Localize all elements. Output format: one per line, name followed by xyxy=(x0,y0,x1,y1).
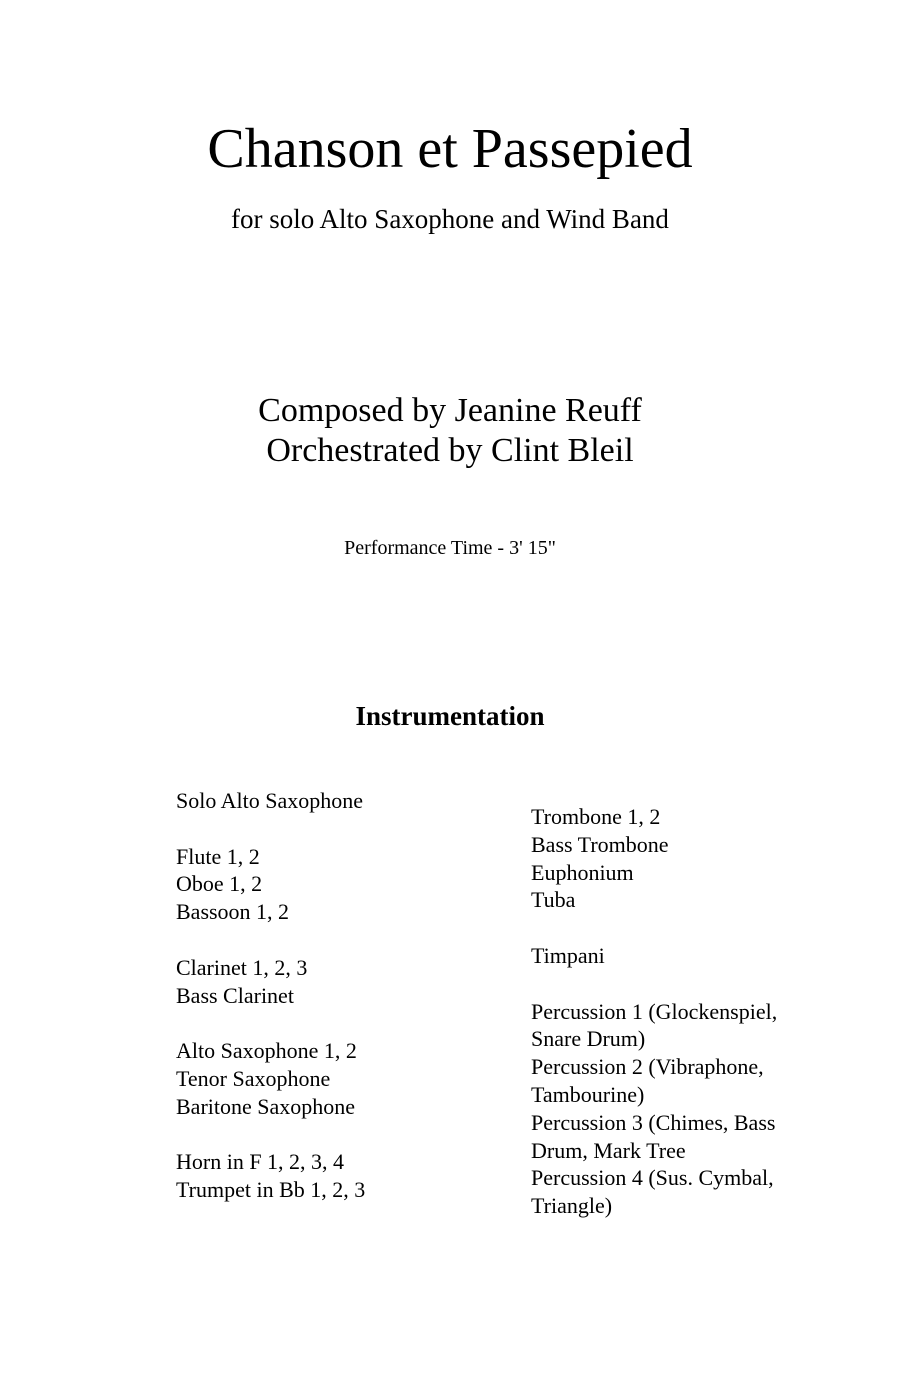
instrument-item: Tenor Saxophone xyxy=(176,1065,331,1091)
instrument-group xyxy=(176,843,506,926)
instrument-group xyxy=(531,803,831,914)
instrument-item: Percussion 4 (Sus. Cymbal, xyxy=(531,1165,774,1191)
instrument-item: Snare Drum) xyxy=(531,1026,646,1052)
credits-block xyxy=(0,391,900,471)
composer-credit: Composed by Jeanine Reuff xyxy=(258,392,642,429)
instrument-item: Horn in F 1, 2, 3, 4 xyxy=(176,1149,345,1175)
orchestrator-credit: Orchestrated by Clint Bleil xyxy=(266,432,634,469)
instrument-item: Trombone 1, 2 xyxy=(531,804,661,829)
instrument-item: Oboe 1, 2 xyxy=(176,871,263,897)
instrument-item: Alto Saxophone 1, 2 xyxy=(176,1038,357,1064)
instrument-group xyxy=(176,1148,506,1204)
instrument-item: Triangle) xyxy=(531,1193,613,1219)
instrument-item: Trumpet in Bb 1, 2, 3 xyxy=(176,1177,366,1203)
instrument-group xyxy=(176,1037,506,1120)
instrument-item: Bass Clarinet xyxy=(176,982,294,1008)
instrument-item: Drum, Mark Tree xyxy=(531,1137,686,1163)
instrument-group xyxy=(176,954,506,1010)
instrument-list-right xyxy=(531,803,831,1220)
instrument-item: Tambourine) xyxy=(531,1081,645,1107)
instrument-item: Baritone Saxophone xyxy=(176,1093,356,1119)
instrument-item: Clarinet 1, 2, 3 xyxy=(176,954,308,980)
instrument-item: Bass Trombone xyxy=(531,831,669,857)
score-subtitle: for solo Alto Saxophone and Wind Band xyxy=(231,204,669,234)
score-title: Chanson et Passepied xyxy=(207,118,693,180)
instrument-list-left xyxy=(176,787,506,1204)
instrument-item: Flute 1, 2 xyxy=(176,843,260,869)
instrument-item: Percussion 1 (Glockenspiel, xyxy=(531,998,778,1024)
instrument-item: Tuba xyxy=(531,887,576,913)
instrument-item: Percussion 3 (Chimes, Bass xyxy=(531,1109,776,1135)
instrument-item: Percussion 2 (Vibraphone, xyxy=(531,1054,764,1080)
instrument-group xyxy=(531,998,831,1220)
instrumentation-heading: Instrumentation xyxy=(355,701,545,731)
instrument-item: Solo Alto Saxophone xyxy=(176,788,364,813)
instrument-group xyxy=(531,942,831,970)
performance-time: Performance Time - 3' 15" xyxy=(344,537,556,559)
instrument-item: Timpani xyxy=(531,942,605,968)
instrument-group xyxy=(176,787,506,815)
instrument-item: Bassoon 1, 2 xyxy=(176,899,290,925)
instrument-item: Euphonium xyxy=(531,859,634,885)
